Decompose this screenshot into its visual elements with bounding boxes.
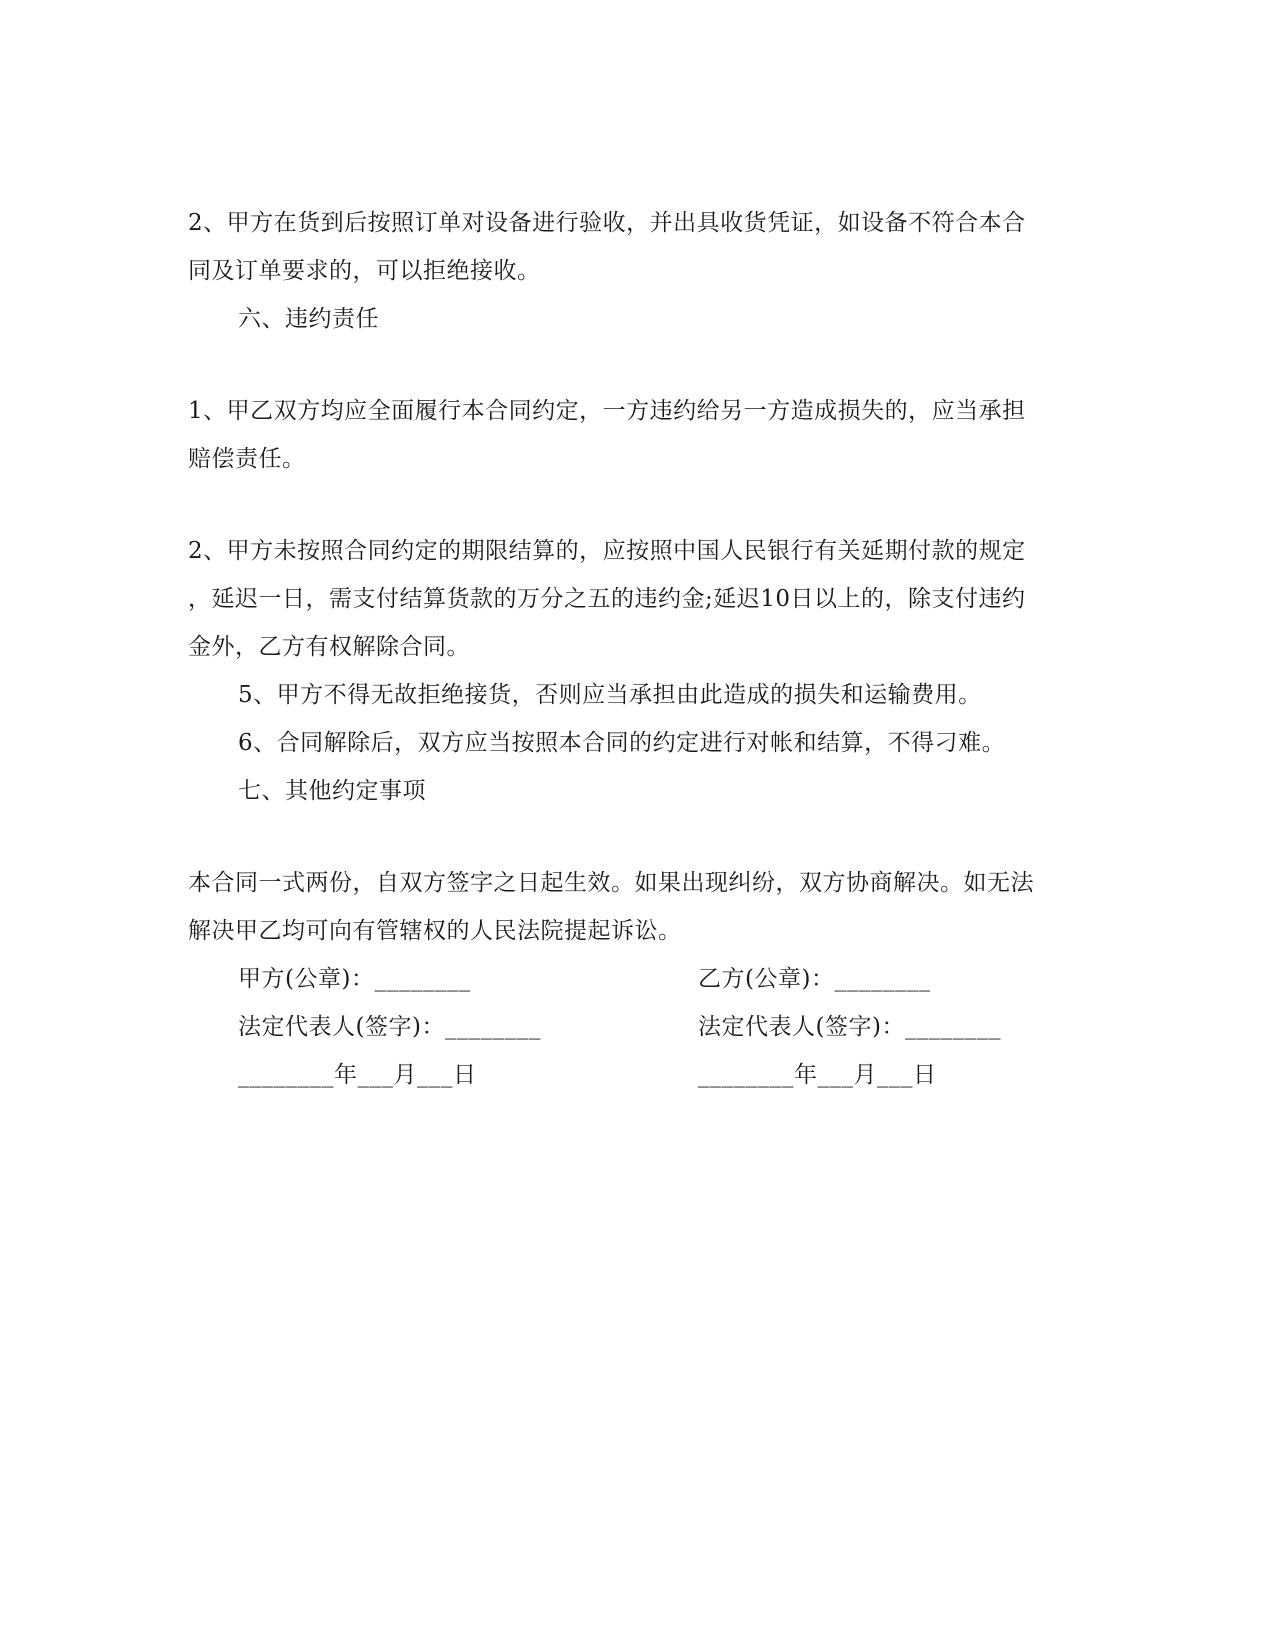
party-a-representative: 法定代表人(签字)：________ [238,1014,541,1040]
section-7-heading: 七、其他约定事项 [238,778,426,804]
party-b-seal: 乙方(公章)：________ [698,966,931,992]
final-clause-line2: 解决甲乙均可向有管辖权的人民法院提起诉讼。 [188,918,682,944]
final-clause-line1: 本合同一式两份，自双方签字之日起生效。如果出现纠纷，双方协商解决。如无法 [188,870,1034,896]
section-6-heading: 六、违约责任 [238,306,379,332]
party-b-representative: 法定代表人(签字)：________ [698,1014,1001,1040]
clause-b2-line3: 金外，乙方有权解除合同。 [188,634,470,660]
clause-b5: 5、甲方不得无故拒绝接货，否则应当承担由此造成的损失和运输费用。 [238,682,982,708]
clause-a2-line2: 同及订单要求的，可以拒绝接收。 [188,258,541,284]
clause-b2-line1: 2、甲方未按照合同约定的期限结算的，应按照中国人民银行有关延期付款的规定 [188,538,1026,564]
clause-b1-line1: 1、甲乙双方均应全面履行本合同约定，一方违约给另一方造成损失的，应当承担 [188,398,1026,424]
clause-b2-line2: ，延迟一日，需支付结算货款的万分之五的违约金;延迟10日以上的，除支付违约 [188,586,1026,612]
clause-b1-line2: 赔偿责任。 [188,446,306,472]
clause-a2-line1: 2、甲方在货到后按照订单对设备进行验收，并出具收货凭证，如设备不符合本合 [188,210,1026,236]
party-a-seal: 甲方(公章)：________ [238,966,471,992]
party-b-date: ________年___月___日 [698,1062,937,1088]
clause-b6: 6、合同解除后，双方应当按照本合同的约定进行对帐和结算，不得刁难。 [238,730,1006,756]
party-a-date: ________年___月___日 [238,1062,477,1088]
